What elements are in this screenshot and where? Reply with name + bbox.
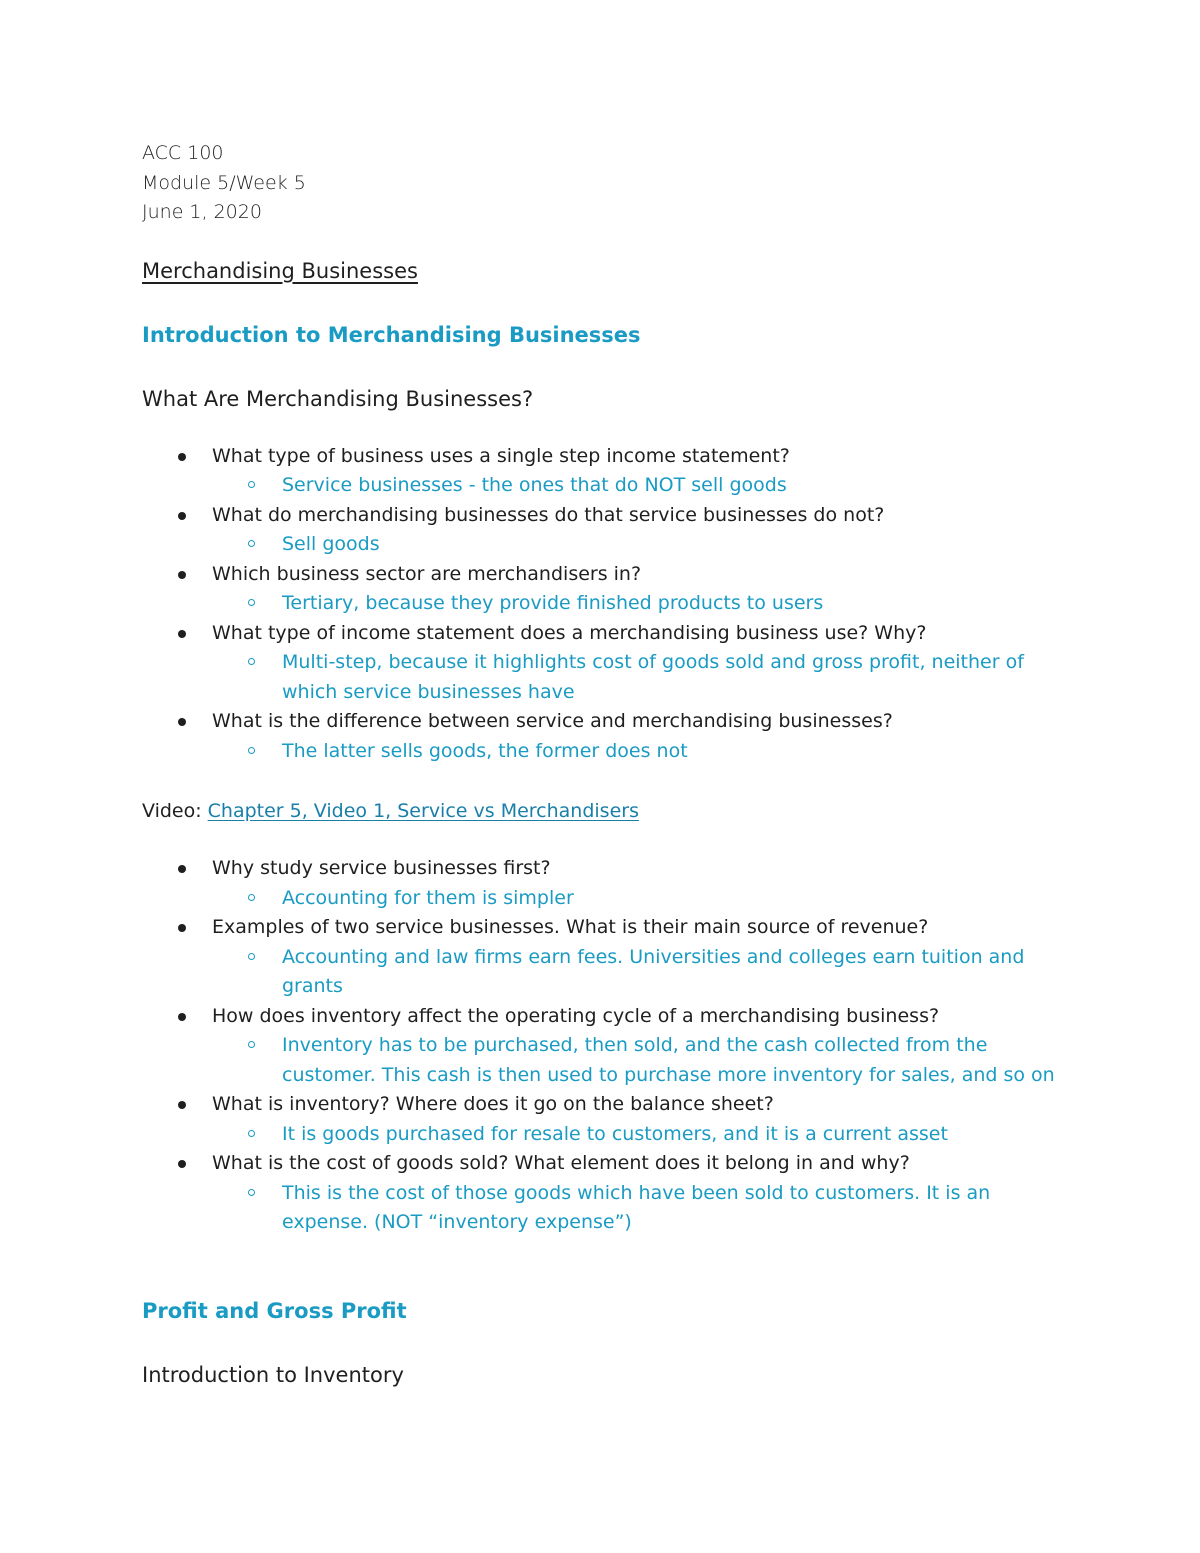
answer-item (142, 1031, 1082, 1090)
course-code: ACC 100 (142, 142, 224, 164)
question-list-1 (142, 442, 1082, 767)
question-item (142, 442, 1082, 501)
bullet-icon (178, 1101, 186, 1109)
answer-text: This is the cost of those goods which have been sold to customers. It is an expense. (NOT “inventory expense”) (282, 1181, 991, 1233)
answer-text: Sell goods (282, 533, 380, 555)
question-item (142, 501, 1082, 560)
answer-item (142, 1179, 1082, 1238)
question-text: What is inventory? Where does it go on the balance sheet? (212, 1093, 774, 1115)
section-heading-profit: Profit and Gross Profit (142, 1298, 407, 1323)
bullet-icon (178, 512, 186, 520)
bullet-icon (178, 571, 186, 579)
hollow-bullet-icon (248, 1041, 255, 1048)
answer-item (142, 943, 1082, 1002)
module-week: Module 5/Week 5 (142, 171, 306, 194)
video-label: Video: (142, 800, 202, 822)
sub-heading-inventory: Introduction to Inventory (142, 1362, 404, 1387)
answer-item (142, 589, 1082, 619)
question-item (142, 854, 1082, 913)
hollow-bullet-icon (248, 540, 255, 547)
hollow-bullet-icon (248, 658, 255, 665)
question-text: What do merchandising businesses do that service businesses do not? (212, 503, 885, 526)
answer-item (142, 884, 1082, 914)
answer-text: Tertiary, because they provide finished products to users (282, 592, 824, 614)
bullet-icon (178, 718, 186, 726)
section-heading-intro: Introduction to Merchandising Businesses (142, 322, 641, 347)
question-list-2 (142, 854, 1082, 1238)
answer-text: Multi-step, because it highlights cost of goods sold and gross profit, neither of which service businesses have (282, 651, 1024, 703)
question-item (142, 1149, 1082, 1238)
answer-text: Accounting for them is simpler (282, 886, 574, 909)
video-reference (142, 796, 1082, 826)
document-page (142, 139, 1082, 1390)
question-item (142, 619, 1082, 708)
answer-item (142, 1120, 1082, 1150)
answer-text: It is goods purchased for resale to customers, and it is a current asset (282, 1122, 948, 1145)
question-text: What type of income statement does a merchandising business use? Why? (212, 621, 927, 644)
answer-item (142, 471, 1082, 501)
question-text: What is the cost of goods sold? What element does it belong in and why? (212, 1152, 910, 1174)
answer-item (142, 737, 1082, 767)
question-item (142, 1002, 1082, 1091)
question-text: What type of business uses a single step income statement? (212, 444, 790, 467)
answer-item (142, 530, 1082, 560)
question-item (142, 707, 1082, 766)
question-item (142, 913, 1082, 1002)
hollow-bullet-icon (248, 953, 255, 960)
bullet-icon (178, 453, 186, 461)
hollow-bullet-icon (248, 599, 255, 606)
bullet-icon (178, 924, 186, 932)
document-title: Merchandising Businesses (142, 258, 418, 283)
video-link[interactable]: Chapter 5, Video 1, Service vs Merchandisers (207, 800, 639, 822)
answer-text: The latter sells goods, the former does not (282, 739, 688, 762)
hollow-bullet-icon (248, 1130, 255, 1137)
bullet-icon (178, 630, 186, 638)
question-text: How does inventory affect the operating cycle of a merchandising business? (212, 1004, 940, 1027)
answer-text: Inventory has to be purchased, then sold, and the cash collected from the customer. This cash is then used to purchase more inventory for sales, and so on (282, 1034, 1055, 1086)
question-text: Which business sector are merchandisers in? (212, 562, 642, 585)
question-item (142, 1090, 1082, 1149)
question-text: Examples of two service businesses. What is their main source of revenue? (212, 916, 929, 938)
answer-text: Service businesses - the ones that do NOT sell goods (282, 474, 787, 496)
bullet-icon (178, 1013, 186, 1021)
sub-heading-what-are: What Are Merchandising Businesses? (142, 386, 534, 411)
hollow-bullet-icon (248, 747, 255, 754)
hollow-bullet-icon (248, 1189, 255, 1196)
answer-item (142, 648, 1082, 707)
question-text: Why study service businesses first? (212, 857, 551, 879)
bullet-icon (178, 1160, 186, 1168)
bullet-icon (178, 865, 186, 873)
answer-text: Accounting and law firms earn fees. Universities and colleges earn tuition and grants (282, 945, 1025, 997)
document-date: June 1, 2020 (142, 201, 262, 223)
question-text: What is the difference between service and merchandising businesses? (212, 710, 893, 732)
hollow-bullet-icon (248, 481, 255, 488)
question-item (142, 560, 1082, 619)
hollow-bullet-icon (248, 894, 255, 901)
